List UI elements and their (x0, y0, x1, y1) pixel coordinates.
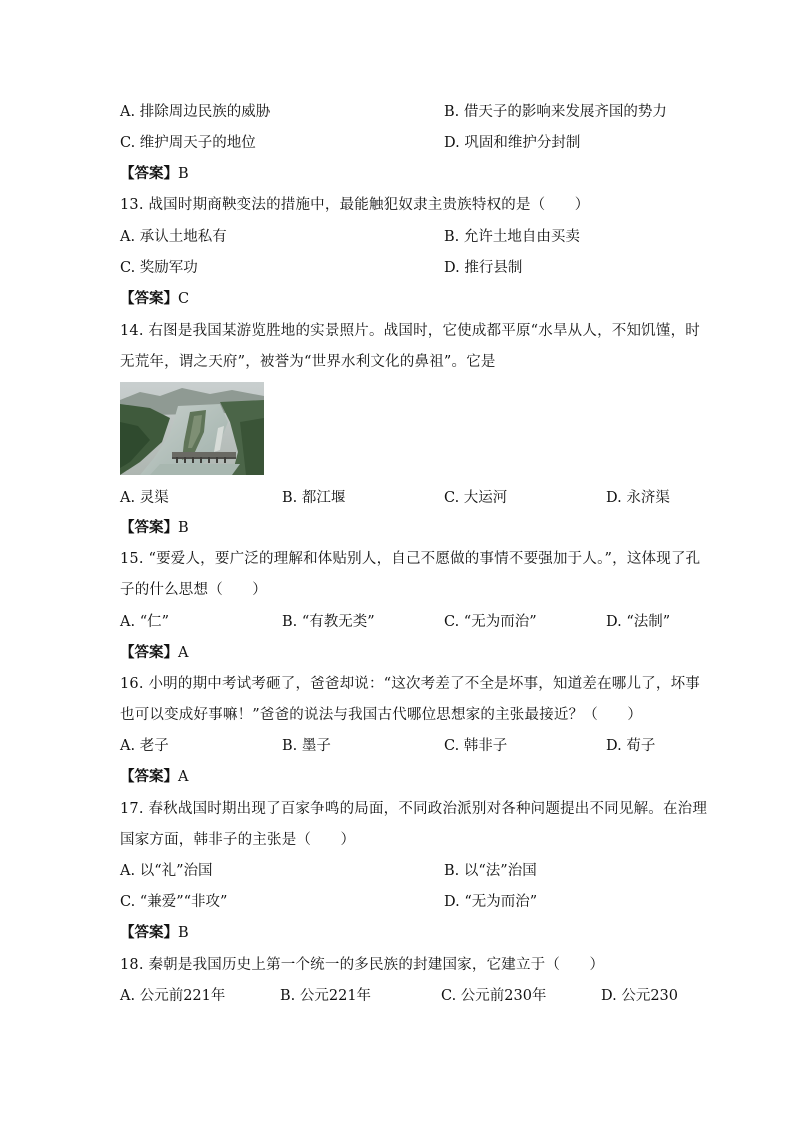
dujiangyan-photo (120, 382, 264, 475)
q15-option-a: A. “仁” (120, 614, 170, 630)
q13-option-c: C. 奖励军功 (120, 260, 198, 276)
q13-stem: 13. 战国时期商鞅变法的措施中，最能触犯奴隶主贵族特权的是（ ） (120, 197, 590, 213)
answer-tag: 【答案】 (120, 165, 178, 182)
answer-value: A (178, 769, 189, 785)
q16-option-b: B. 墨子 (282, 738, 331, 754)
q17-stem-line2: 国家方面，韩非子的主张是（ ） (120, 832, 356, 848)
answer-value: B (178, 520, 189, 536)
q17-option-d: D. “无为而治” (444, 894, 538, 910)
q14-option-a: A. 灵渠 (120, 490, 169, 506)
q17-stem-line1: 17. 春秋战国时期出现了百家争鸣的局面，不同政治派别对各种问题提出不同见解。在治理 (120, 801, 708, 817)
q16-stem-line1: 16. 小明的期中考试考砸了，爸爸却说：“这次考差了不全是坏事，知道差在哪儿了，坏事 (120, 676, 700, 692)
q12-option-a: A. 排除周边民族的威胁 (120, 104, 271, 120)
q15-stem-line2: 子的什么思想（ ） (120, 582, 267, 598)
q17-option-b: B. 以“法”治国 (444, 863, 537, 879)
answer-tag: 【答案】 (120, 768, 178, 785)
q14-option-d: D. 永济渠 (606, 490, 670, 506)
q14-option-b: B. 都江堰 (282, 490, 346, 506)
q18-option-d: D. 公元230 (601, 988, 679, 1004)
q18-option-a: A. 公元前221年 (120, 988, 226, 1004)
q16-option-d: D. 荀子 (606, 738, 656, 754)
q14-option-c: C. 大运河 (444, 490, 508, 506)
q12-option-c: C. 维护周天子的地位 (120, 135, 256, 151)
answer-tag: 【答案】 (120, 290, 178, 307)
q15-option-b: B. “有教无类” (282, 614, 375, 630)
q12-answer (120, 164, 189, 184)
q13-option-b: B. 允许土地自由买卖 (444, 229, 580, 245)
q18-option-c: C. 公元前230年 (441, 988, 547, 1004)
q16-answer (120, 767, 188, 787)
q13-option-a: A. 承认土地私有 (120, 229, 227, 245)
answer-value: A (178, 645, 189, 661)
q12-option-d: D. 巩固和维护分封制 (444, 135, 581, 151)
q17-option-c: C. “兼爱”“非攻” (120, 894, 228, 910)
q14-answer (120, 518, 189, 538)
q15-stem-line1: 15. “要爱人，要广泛的理解和体贴别人，自己不愿做的事情不要强加于人。”，这体现了孔 (120, 551, 701, 567)
q15-option-c: C. “无为而治” (444, 614, 537, 630)
q12-option-b: B. 借天子的影响来发展齐国的势力 (444, 104, 667, 120)
q14-stem-line2: 无荒年，谓之天府”，被誉为“世界水利文化的鼻祖”。它是 (120, 354, 496, 370)
q17-answer (120, 923, 189, 943)
q16-option-c: C. 韩非子 (444, 738, 508, 754)
answer-tag: 【答案】 (120, 519, 178, 536)
q14-stem-line1: 14. 右图是我国某游览胜地的实景照片。战国时，它使成都平原“水旱从人，不知饥馑，时 (120, 323, 700, 339)
q16-option-a: A. 老子 (120, 738, 169, 754)
q18-option-b: B. 公元221年 (280, 988, 372, 1004)
q13-answer (120, 289, 189, 309)
answer-tag: 【答案】 (120, 644, 178, 661)
answer-value: B (178, 925, 189, 941)
answer-value: B (178, 166, 189, 182)
q13-option-d: D. 推行县制 (444, 260, 523, 276)
q15-option-d: D. “法制” (606, 614, 671, 630)
q18-stem: 18. 秦朝是我国历史上第一个统一的多民族的封建国家，它建立于（ ） (120, 957, 605, 973)
answer-value: C (178, 291, 190, 307)
q15-answer (120, 643, 188, 663)
q17-option-a: A. 以“礼”治国 (120, 863, 213, 879)
answer-tag: 【答案】 (120, 924, 178, 941)
q16-stem-line2: 也可以变成好事嘛！”爸爸的说法与我国古代哪位思想家的主张最接近？（ ） (120, 707, 643, 723)
